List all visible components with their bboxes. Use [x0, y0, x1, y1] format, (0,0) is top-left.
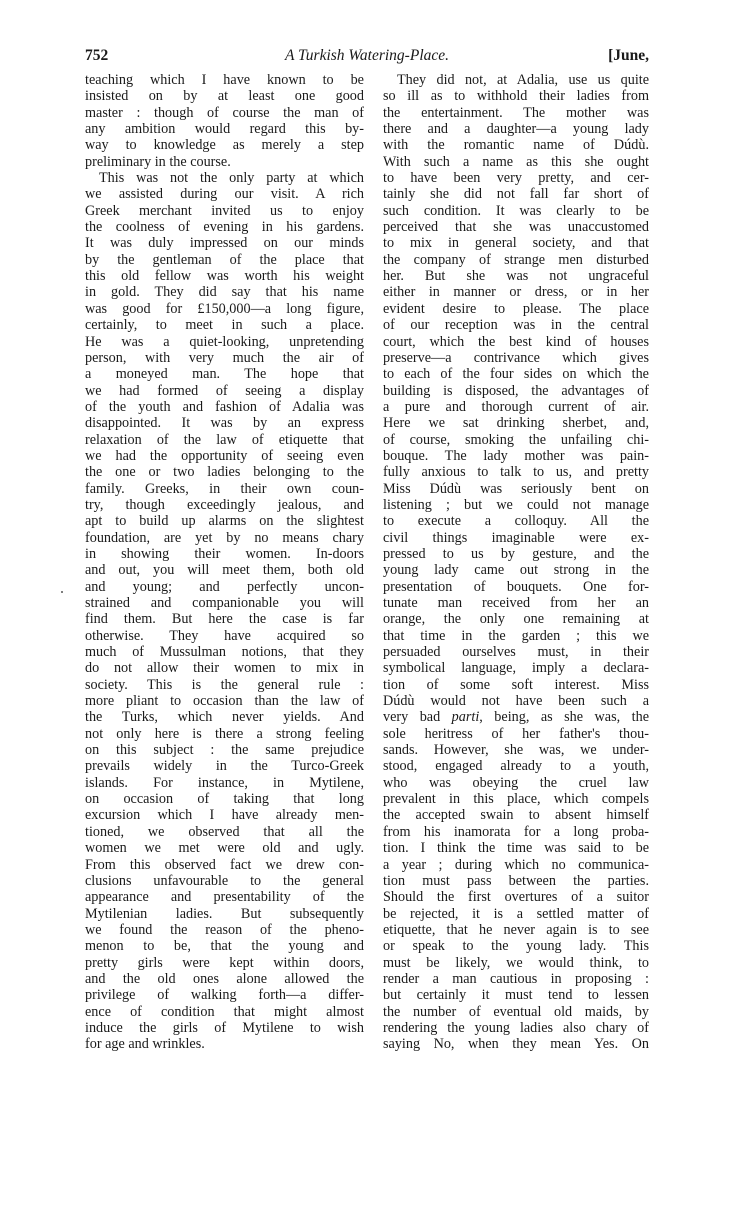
text-line: With such a name as this she ought	[383, 153, 649, 170]
text-line: rendering the young ladies also chary of	[383, 1019, 649, 1036]
text-line: stood, engaged already to a youth,	[383, 758, 649, 775]
text-line: tunate man received from her an	[383, 595, 649, 611]
text-line: symbolical language, imply a declara-	[383, 660, 649, 677]
text-line: for age and wrinkles.	[85, 1036, 205, 1053]
text-line: evident desire to please. The place	[383, 300, 649, 317]
text-line: induce the girls of Mytilene to wish	[85, 1019, 364, 1036]
text-line: be rejected, it is a settled matter of	[383, 905, 649, 922]
margin-speck	[61, 591, 63, 593]
text-line: try, though exceedingly jealous, and	[85, 496, 364, 513]
text-line: of the youth and fashion of Adalia was	[85, 398, 364, 415]
text-line: family. Greeks, in their own coun-	[85, 480, 364, 497]
text-line: any ambition would regard this by-	[85, 121, 364, 138]
text-line: prevalent in this place, which compels	[383, 791, 649, 808]
text-line: who was obeying the cruel law	[383, 774, 649, 791]
text-line: listening ; but we could not manage	[383, 496, 649, 513]
text-line: we found the reason of the pheno-	[85, 921, 364, 938]
text-line: in showing their women. In-doors	[85, 545, 364, 562]
text-line: insisted on by at least one good	[85, 88, 364, 105]
text-line: was good for £150,000—a long figure,	[85, 300, 364, 317]
text-line: to execute a colloquy. All the	[383, 513, 649, 530]
text-line: but certainly it must tend to lessen	[383, 987, 649, 1004]
italic-term: parti	[451, 709, 480, 726]
text-line: the coolness of evening in his gardens.	[85, 219, 364, 236]
text-line: to have been very pretty, and cer-	[383, 170, 649, 187]
text-line: He was a quiet-looking, unpretending	[85, 333, 364, 350]
text-line: person, with very much the air of	[85, 349, 364, 366]
text-line: women we met were old and ugly.	[85, 840, 364, 857]
text-line: the company of strange men disturbed	[383, 251, 649, 268]
text-line: on this subject : the same prejudice	[85, 742, 364, 759]
text-line: society. This is the general rule :	[85, 676, 364, 693]
text-line	[383, 709, 649, 725]
text-line: her. But she was not ungraceful	[383, 268, 649, 285]
text-line: such condition. It was clearly to be	[383, 202, 649, 219]
text-fragment: very bad	[383, 709, 452, 726]
text-line: civil things imaginable were ex-	[383, 529, 649, 546]
left-column	[85, 72, 364, 1053]
text-line: the accepted swain to absent himself	[383, 807, 649, 824]
text-line: teaching which I have known to be	[85, 72, 364, 88]
text-line: tion. I think the time was said to be	[383, 840, 649, 857]
text-line: more pliant to occasion than the law of	[85, 693, 364, 710]
text-line: a moneyed man. The hope that	[85, 366, 364, 383]
text-line: that time in the garden ; this we	[383, 627, 649, 644]
text-line: Dúdù would not have been such a	[383, 693, 649, 710]
text-line: preliminary in the course.	[85, 153, 231, 170]
text-line: preserve—a contrivance which gives	[383, 349, 649, 366]
text-line: tion of some soft interest. Miss	[383, 676, 649, 693]
text-line: otherwise. They have acquired so	[85, 627, 364, 644]
text-line: of our reception was in the central	[383, 317, 649, 334]
text-line: excursion which I have already men-	[85, 807, 364, 824]
text-line: apt to build up alarms on the slightest	[85, 513, 364, 530]
text-line: appearance and presentability of the	[85, 889, 364, 906]
text-line: clusions unfavourable to the general	[85, 872, 364, 889]
text-line: certainly, to meet in such a place.	[85, 317, 364, 334]
text-line: tioned, we observed that all the	[85, 823, 364, 840]
text-line: Mytilenian ladies. But subsequently	[85, 905, 364, 922]
text-line: prevails widely in the Turco-Greek	[85, 758, 364, 775]
text-line: saying No, when they mean Yes. On	[383, 1036, 649, 1053]
text-line: pretty girls were kept within doors,	[85, 954, 364, 971]
text-line: in gold. They did say that his name	[85, 284, 364, 301]
text-line: relaxation of the law of etiquette that	[85, 431, 364, 448]
text-line: sole heritress of her father's thou-	[383, 725, 649, 742]
text-line: so ill as to withhold their ladies from	[383, 88, 649, 105]
text-line: fully anxious to talk to us, and pretty	[383, 464, 649, 481]
running-head	[85, 46, 649, 66]
text-line: not only here is there a strong feeling	[85, 725, 364, 742]
text-line: Greek merchant invited us to enjoy	[85, 202, 364, 219]
text-line: to each of the four sides on which the	[383, 366, 649, 383]
text-line: sands. However, she was, we under-	[383, 742, 649, 759]
text-line: and young; and perfectly uncon-	[85, 578, 364, 595]
text-line: on occasion of taking that long	[85, 791, 364, 808]
text-line: find them. But here the case is far	[85, 611, 364, 628]
text-line: and the old ones alone allowed the	[85, 970, 364, 987]
text-line: pressed to us by gesture, and the	[383, 545, 649, 562]
text-line: by the gentleman of the place that	[85, 251, 364, 268]
text-line: menon to be, that the young and	[85, 938, 364, 955]
text-line: Miss Dúdù was seriously bent on	[383, 480, 649, 497]
text-line: we assisted during our visit. A rich	[85, 186, 364, 203]
text-line: From this observed fact we drew con-	[85, 856, 364, 873]
text-line: young lady came out strong in the	[383, 562, 649, 579]
text-line: master : though of course the man of	[85, 104, 364, 121]
text-line: bouque. The lady mother was pain-	[383, 447, 649, 464]
text-line: tion must pass between the parties.	[383, 872, 649, 889]
text-line: building is disposed, the advantages of	[383, 382, 649, 399]
text-line: ence of condition that might almost	[85, 1003, 364, 1020]
text-line: the entertainment. The mother was	[383, 104, 649, 121]
text-line: with the romantic name of Dúdù.	[383, 137, 649, 154]
text-line: we had the opportunity of seeing even	[85, 447, 364, 464]
right-column	[383, 72, 649, 1053]
text-line: of course, smoking the unfailing chi-	[383, 431, 649, 448]
text-line: strained and companionable you will	[85, 595, 364, 611]
text-line: disappointed. It was by an express	[85, 415, 364, 432]
text-line: there and a daughter—a young lady	[383, 121, 649, 138]
text-line: persuaded ourselves must, in their	[383, 644, 649, 661]
text-line: we had formed of seeing a display	[85, 382, 364, 399]
text-line: this old fellow was worth his weight	[85, 268, 364, 285]
text-line: Should the first overtures of a suitor	[383, 889, 649, 906]
text-line: perceived that she was unaccustomed	[383, 219, 649, 236]
running-date: [June,	[608, 47, 649, 64]
text-line: presentation of bouquets. One for-	[383, 578, 649, 595]
text-line: way to knowledge as merely a step	[85, 137, 364, 154]
text-line: They did not, at Adalia, use us quite	[397, 72, 649, 88]
text-line: foundation, are yet by no means chary	[85, 529, 364, 546]
text-line: much of Mussulman notions, that they	[85, 644, 364, 661]
text-line: and out, you will meet them, both old	[85, 562, 364, 579]
text-line: a year ; during which no communica-	[383, 856, 649, 873]
text-line: do not allow their women to mix in	[85, 660, 364, 677]
text-line: to mix in general society, and that	[383, 235, 649, 252]
text-fragment: , being, as she was, the	[479, 709, 649, 726]
printed-page	[85, 46, 649, 1053]
text-line: from his inamorata for a long proba-	[383, 823, 649, 840]
running-title: A Turkish Watering-Place.	[284, 47, 450, 64]
text-line: a pure and thorough current of air.	[383, 398, 649, 415]
text-line: the Turks, which never yields. And	[85, 709, 364, 726]
text-line: islands. For instance, in Mytilene,	[85, 774, 364, 791]
text-line: tainly she did not fall far short of	[383, 186, 649, 203]
text-line: privilege of walking forth—a differ-	[85, 987, 364, 1004]
text-line: either in manner or dress, or in her	[383, 284, 649, 301]
text-line: the number of eventual old maids, by	[383, 1003, 649, 1020]
text-line: This was not the only party at which	[99, 170, 364, 187]
text-line: the one or two ladies belonging to the	[85, 464, 364, 481]
text-line: etiquette, that he never again is to see	[383, 921, 649, 938]
text-line: Here we sat drinking sherbet, and,	[383, 415, 649, 432]
text-line: must be likely, we would think, to	[383, 954, 649, 971]
text-line: render a man cautious in proposing :	[383, 970, 649, 987]
text-line: It was duly impressed on our minds	[85, 235, 364, 252]
text-line: court, which the best kind of houses	[383, 333, 649, 350]
page-number: 752	[85, 47, 109, 64]
text-line: or speak to the young lady. This	[383, 938, 649, 955]
text-line: orange, the only one remaining at	[383, 611, 649, 628]
